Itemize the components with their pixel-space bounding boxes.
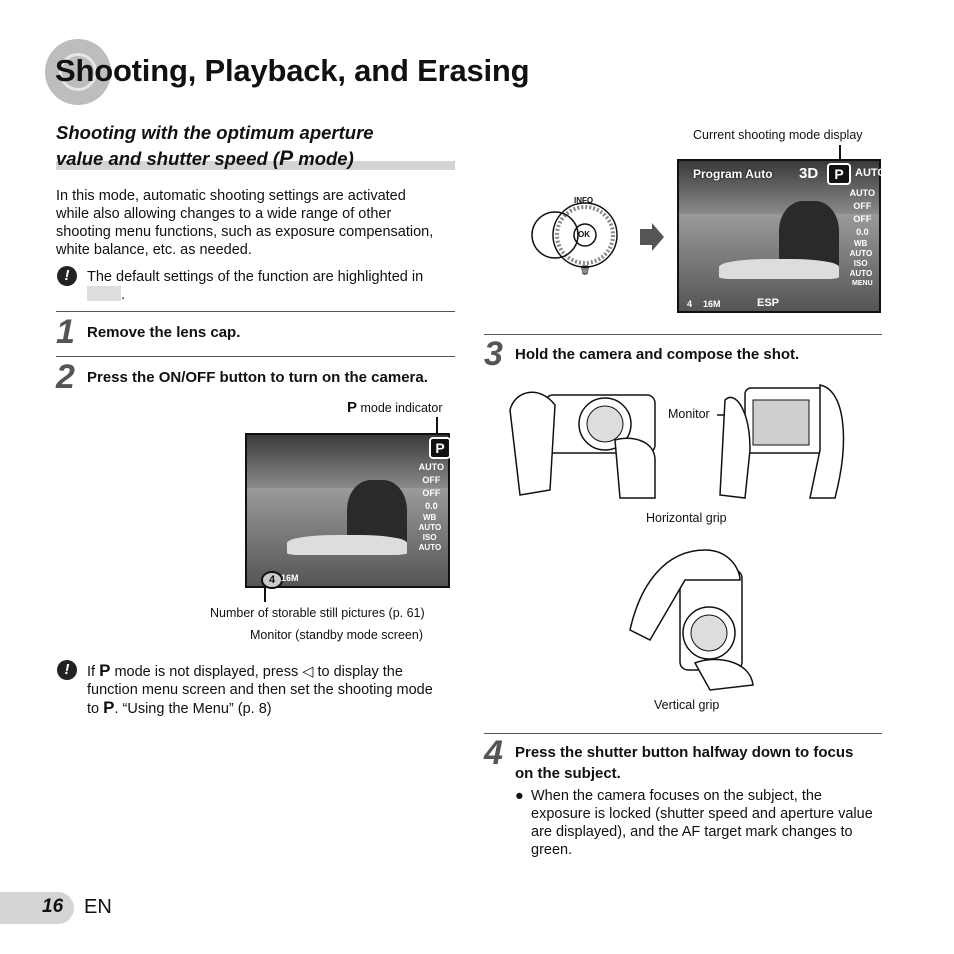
wb-auto-icon: WB AUTO — [849, 239, 873, 258]
caution-icon: ! — [57, 266, 77, 286]
step-2-before: Press the — [87, 369, 159, 386]
current-mode-caption: Current shooting mode display — [693, 128, 863, 142]
step-1-text: Remove the lens cap. — [87, 324, 241, 341]
horizontal-grip-caption: Horizontal grip — [646, 511, 727, 525]
step-3-text: Hold the camera and compose the shot. — [515, 346, 800, 363]
iso-auto-icon: ISO AUTO — [849, 259, 873, 278]
bullet-dot: ● — [515, 788, 524, 804]
storable-count: 4 — [687, 299, 693, 309]
note1-end: . — [121, 287, 126, 303]
step-4-text: Press the shutter button halfway down to focus on the subject. — [515, 744, 854, 782]
program-auto-screen — [677, 159, 886, 313]
image-size-16m: 16M — [281, 573, 299, 583]
step-divider — [484, 334, 882, 335]
left-arrow-icon: ◁ — [302, 664, 314, 680]
page-number: 16 — [42, 896, 64, 917]
exposure-comp-icon: 0.0 — [856, 227, 869, 237]
photo-subject-legs — [719, 259, 839, 279]
macro-off-icon: OFF — [422, 475, 441, 485]
mode-indicator-label: mode indicator — [357, 401, 443, 415]
heading-line-2-end: mode) — [293, 148, 354, 169]
note1-text: The default settings of the function are highlighted in — [87, 269, 424, 285]
step-number: 4 — [484, 734, 503, 772]
lcd-settings-column — [850, 187, 875, 289]
step-4-bullet: When the camera focuses on the subject, the exposure is locked (shutter speed and aperture value are displayed), and the AF target mark changes to green. — [531, 788, 873, 858]
p-mode-glyph: P — [347, 399, 358, 416]
image-size-16m: 16M — [703, 299, 721, 309]
arrow-right-icon — [640, 223, 664, 251]
p-mode-indicator: P — [429, 437, 451, 459]
program-auto-label: Program Auto — [693, 167, 773, 181]
iso-auto-icon: ISO AUTO — [418, 533, 442, 552]
self-timer-off-icon: OFF — [422, 488, 441, 498]
onoff-button-label: ON/OFF — [158, 369, 216, 386]
step-number: 3 — [484, 335, 503, 373]
language-code: EN — [84, 896, 112, 918]
menu-icon: MENU — [852, 280, 873, 287]
control-dial-diagram — [525, 195, 620, 280]
horizontal-grip-illustration — [505, 380, 865, 505]
note2-if: If — [87, 664, 100, 680]
lcd-settings-column — [419, 461, 444, 553]
monitor-caption: Monitor (standby mode screen) — [250, 628, 423, 642]
macro-off-icon: OFF — [853, 201, 872, 211]
storable-count: 4 — [261, 571, 283, 589]
p-mode-glyph: P — [99, 661, 111, 680]
p-mode-glyph: P — [103, 698, 115, 717]
page-title: Shooting, Playback, and Erasing — [55, 53, 530, 88]
vertical-grip-illustration — [625, 545, 760, 695]
step-number: 2 — [56, 358, 75, 396]
monitor-label: Monitor — [668, 407, 710, 421]
storable-caption: Number of storable still pictures (p. 61) — [210, 606, 425, 620]
info-label: INFO — [574, 196, 594, 205]
heading-line-2-start: value and shutter speed ( — [56, 148, 280, 169]
caution-icon: ! — [57, 660, 77, 680]
step-2-after: button to turn on the camera. — [215, 369, 428, 386]
3d-mode-icon: 3D — [799, 165, 819, 182]
note2-text1: mode is not displayed, press — [110, 664, 303, 680]
photo-subject-legs — [287, 535, 407, 555]
step-divider — [484, 733, 882, 734]
flash-auto-icon: AUTO — [418, 462, 444, 472]
ok-button-label: OK — [578, 230, 590, 239]
wb-auto-icon: WB AUTO — [418, 513, 442, 532]
note-p-mode — [87, 662, 447, 718]
svg-text:🗑: 🗑 — [579, 266, 591, 276]
note2-text2: to display the function menu screen and then set the shooting mode to — [87, 664, 433, 717]
standby-monitor-screen — [245, 433, 450, 588]
vertical-grip-caption: Vertical grip — [654, 698, 720, 712]
heading-line-1: Shooting with the optimum aperture — [56, 122, 374, 143]
note2-text3: . “Using the Menu” (p. 8) — [114, 701, 272, 717]
scene-auto-icon: AUTO — [855, 167, 886, 179]
intro-text: In this mode, automatic shooting settings are activated while also allowing changes to a wide range of other shooting menu functions, such as exposure compensation, white balance, etc. as needed. — [56, 188, 434, 258]
flash-auto-icon: AUTO — [849, 188, 875, 198]
p-mode-indicator: P — [827, 163, 851, 185]
step-number: 1 — [56, 313, 75, 351]
exposure-comp-icon: 0.0 — [425, 501, 438, 511]
p-mode-glyph: P — [279, 147, 294, 170]
self-timer-off-icon: OFF — [853, 214, 872, 224]
esp-metering-icon: ESP — [757, 297, 780, 309]
